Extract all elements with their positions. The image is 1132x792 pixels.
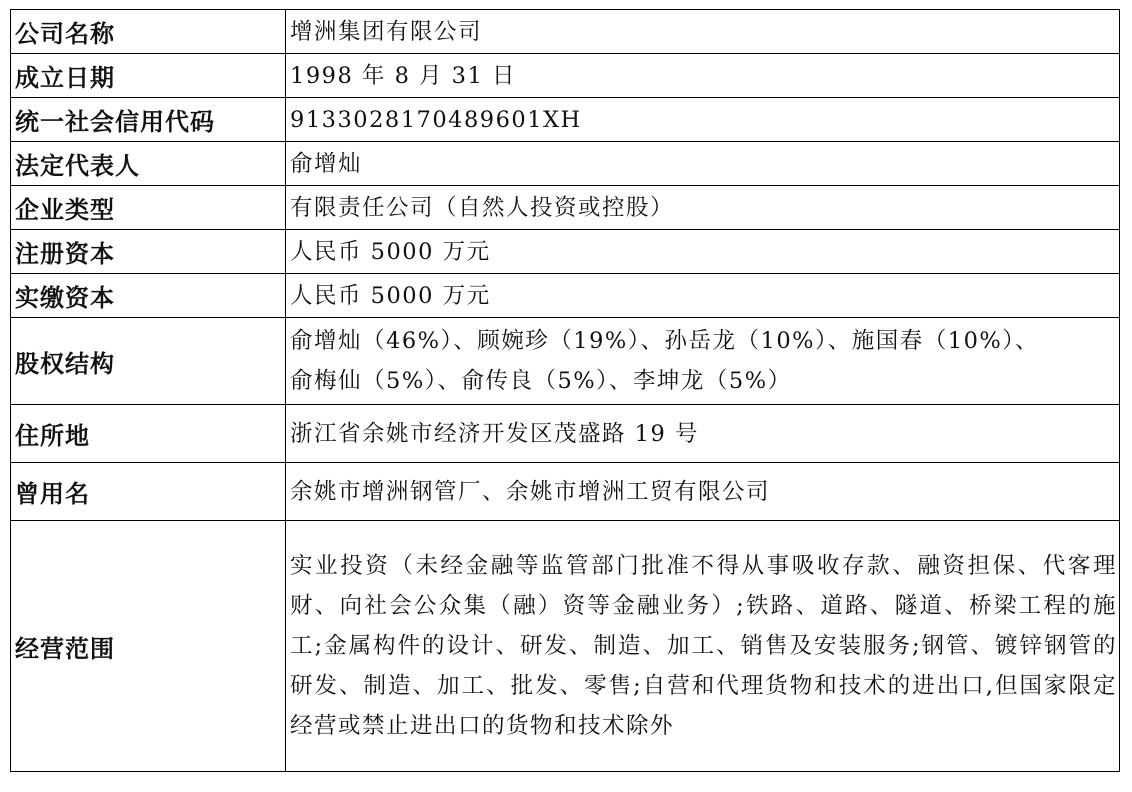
table-row-enterprise-type [11,186,1120,230]
row-label: 公司名称 [11,10,286,54]
row-label: 统一社会信用代码 [11,98,286,142]
row-label: 成立日期 [11,54,286,98]
row-value: 余姚市增洲钢管厂、余姚市增洲工贸有限公司 [286,463,1120,521]
table-row-legal-representative [11,142,1120,186]
table-row-equity-structure [11,318,1120,405]
row-label: 法定代表人 [11,142,286,186]
row-label: 注册资本 [11,230,286,274]
row-label: 实缴资本 [11,274,286,318]
row-value: 人民币 5000 万元 [286,230,1120,274]
equity-line-1: 俞增灿（46%）、顾婉珍（19%）、孙岳龙（10%）、施国春（10%）、 [290,328,1040,354]
table-row-registered-capital [11,230,1120,274]
row-label: 经营范围 [11,521,286,772]
row-value: 人民币 5000 万元 [286,274,1120,318]
table-row-company-name [11,10,1120,54]
row-label: 企业类型 [11,186,286,230]
table-row-business-scope [11,521,1120,772]
table-row-paid-in-capital [11,274,1120,318]
table-row-credit-code [11,98,1120,142]
row-value: 实业投资（未经金融等监管部门批准不得从事吸收存款、融资担保、代客理财、向社会公众集（融）资等金融业务）;铁路、道路、隧道、桥梁工程的施工;金属构件的设计、研发、制造、加工、销售及安装服务;钢管、镀锌钢管的研发、制造、加工、批发、零售;自营和代理货物和技术的进出口,但国家限定经营或禁止进出口的货物和技术除外 [286,521,1120,772]
equity-line-2: 俞梅仙（5%）、俞传良（5%）、李坤龙（5%） [290,368,792,394]
table-row-domicile [11,405,1120,463]
row-value: 增洲集团有限公司 [286,10,1120,54]
row-label: 住所地 [11,405,286,463]
row-value [286,318,1120,405]
row-value: 俞增灿 [286,142,1120,186]
table-row-established-date [11,54,1120,98]
company-info-table [10,9,1120,772]
row-value: 有限责任公司（自然人投资或控股） [286,186,1120,230]
row-value: 浙江省余姚市经济开发区茂盛路 19 号 [286,405,1120,463]
row-label: 曾用名 [11,463,286,521]
row-value: 9133028170489601XH [286,98,1120,142]
row-label: 股权结构 [11,318,286,405]
table-row-former-names [11,463,1120,521]
row-value: 1998 年 8 月 31 日 [286,54,1120,98]
